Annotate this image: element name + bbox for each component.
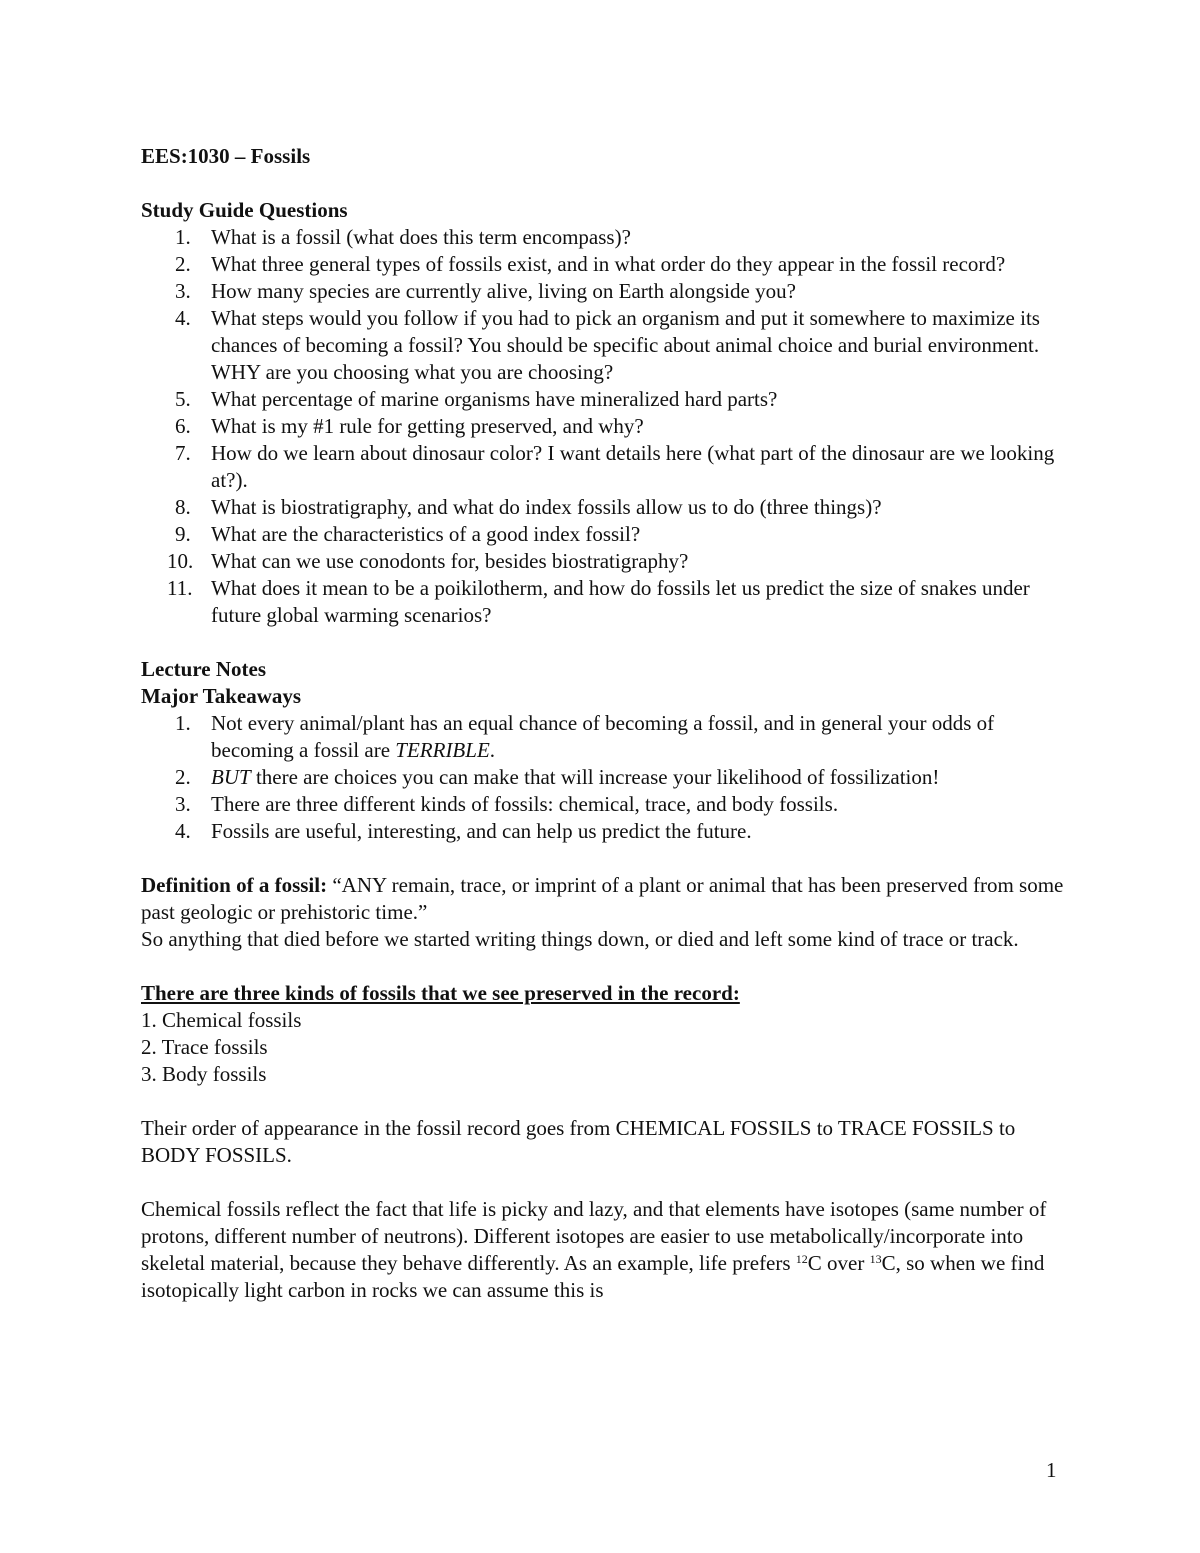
kinds-heading: There are three kinds of fossils that we see preserved in the record: xyxy=(141,981,740,1005)
takeaways-list xyxy=(141,710,1066,845)
definition-paragraph: Definition of a fossil: “ANY remain, trace, or imprint of a plant or animal that has been preserved from some past geologic or prehistoric time.” xyxy=(141,873,1064,924)
definition-followup: So anything that died before we started writing things down, or died and left some kind of trace or track. xyxy=(141,927,1019,951)
list-item: 6. What is my #1 rule for getting preserved, and why? xyxy=(175,414,644,438)
major-takeaways-heading: Major Takeaways xyxy=(141,684,302,708)
list-item: 11. What does it mean to be a poikilotherm, and how do fossils let us predict the size of snakes under future global warming scenarios? xyxy=(167,576,1030,627)
definition-label: Definition of a fossil: xyxy=(141,873,328,897)
list-item: 8. What is biostratigraphy, and what do index fossils allow us to do (three things)? xyxy=(175,495,882,519)
order-paragraph: Their order of appearance in the fossil record goes from CHEMICAL FOSSILS to TRACE FOSSILS to BODY FOSSILS. xyxy=(141,1116,1016,1167)
page-title: EES:1030 – Fossils xyxy=(141,144,311,168)
lecture-notes-heading: Lecture Notes xyxy=(141,657,266,681)
list-item: 3. Body fossils xyxy=(141,1062,267,1086)
list-item: 3. There are three different kinds of fossils: chemical, trace, and body fossils. xyxy=(175,792,839,816)
study-guide-list xyxy=(141,224,1066,629)
list-item: 2. What three general types of fossils exist, and in what order do they appear in the fossil record? xyxy=(175,252,1006,276)
list-item: 4. Fossils are useful, interesting, and can help us predict the future. xyxy=(175,819,752,843)
list-item: 1. Chemical fossils xyxy=(141,1008,302,1032)
list-item: 2. Trace fossils xyxy=(141,1035,268,1059)
chemical-fossils-paragraph: Chemical fossils reflect the fact that life is picky and lazy, and that elements have isotopes (same number of protons, different number of neutrons). Different isotopes are easier to use metabolically/incorporate into skeletal material, because they behave differently. As an example, life prefers $^{12}$C over $^{13}$C, so when we find isotopically light carbon in rocks we can assume this is xyxy=(141,1197,1047,1302)
list-item: 2. BUT there are choices you can make that will increase your likelihood of fossilization! xyxy=(175,765,940,789)
list-item: 10. What can we use conodonts for, besides biostratigraphy? xyxy=(167,549,689,573)
study-guide-heading: Study Guide Questions xyxy=(141,198,348,222)
document-body xyxy=(141,143,1066,1304)
list-item: 3. How many species are currently alive, living on Earth alongside you? xyxy=(175,279,796,303)
list-item: 4. What steps would you follow if you had to pick an organism and put it somewhere to maximize its chances of becoming a fossil? You should be specific about animal choice and burial environment. WHY are you choosing what you are choosing? xyxy=(175,306,1040,384)
list-item: 9. What are the characteristics of a good index fossil? xyxy=(175,522,641,546)
list-item: 7. How do we learn about dinosaur color? I want details here (what part of the dinosaur are we looking at?). xyxy=(175,441,1055,492)
list-item: 1. Not every animal/plant has an equal chance of becoming a fossil, and in general your odds of becoming a fossil are TERRIBLE. xyxy=(175,711,995,762)
page-number: 1 xyxy=(1046,1458,1057,1482)
list-item: 5. What percentage of marine organisms have mineralized hard parts? xyxy=(175,387,778,411)
list-item: 1. What is a fossil (what does this term encompass)? xyxy=(175,225,631,249)
